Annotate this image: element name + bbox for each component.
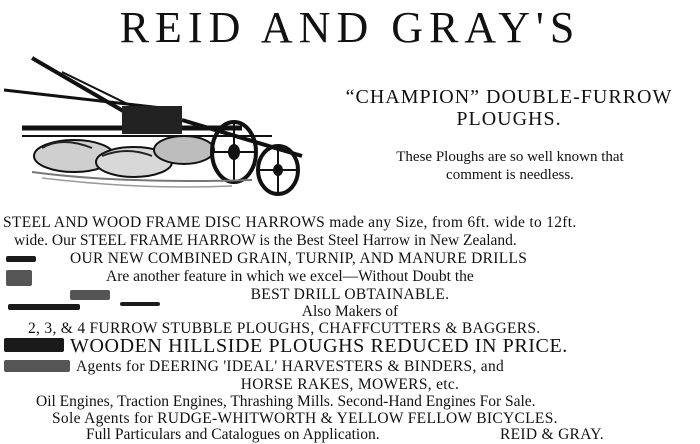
- signature: REID & GRAY.: [500, 426, 604, 443]
- makers-line-2: 2, 3, & 4 FURROW STUBBLE PLOUGHS, CHAFFCUTTERS & BAGGERS.: [28, 320, 541, 337]
- harrows-line-1: STEEL AND WOOD FRAME DISC HARROWS made any Size, from 6ft. wide to 12ft.: [3, 214, 577, 231]
- drills-line-1: OUR NEW COMBINED GRAIN, TURNIP, AND MANURE DRILLS: [70, 250, 528, 267]
- champion-line-2: PLOUGHS.: [456, 108, 562, 130]
- ink-smudge: [4, 360, 70, 372]
- drills-line-2: Are another feature in which we excel—Without Doubt the: [106, 268, 474, 285]
- ink-smudge: [6, 270, 32, 286]
- advert-heading: REID AND GRAY'S: [119, 3, 581, 52]
- particulars-line: Full Particulars and Catalogues on Application.: [86, 426, 380, 443]
- agents-line-1: Agents for DEERING 'IDEAL' HARVESTERS & BINDERS, and: [76, 358, 505, 375]
- harrows-line-2: wide. Our STEEL FRAME HARROW is the Best Steel Harrow in New Zealand.: [14, 232, 517, 249]
- plough-illustration: [2, 52, 312, 198]
- ink-smudge: [4, 338, 64, 352]
- makers-line-1: Also Makers of: [301, 303, 399, 320]
- comment-line-2: comment is needless.: [446, 167, 574, 183]
- ink-smudge: [6, 256, 36, 262]
- champion-line-1: “CHAMPION” DOUBLE-FURROW: [345, 86, 673, 108]
- hillside-ploughs: WOODEN HILLSIDE PLOUGHS REDUCED IN PRICE.: [70, 335, 568, 357]
- bicycles-line: Sole Agents for RUDGE-WHITWORTH & YELLOW FELLOW BICYCLES.: [52, 410, 558, 427]
- comment-line-1: These Ploughs are so well known that: [396, 149, 624, 165]
- drills-line-3: BEST DRILL OBTAINABLE.: [250, 286, 450, 303]
- agents-line-2: HORSE RAKES, MOWERS, etc.: [240, 376, 460, 393]
- engines-line: Oil Engines, Traction Engines, Thrashing Mills. Second-Hand Engines For Sale.: [36, 393, 536, 410]
